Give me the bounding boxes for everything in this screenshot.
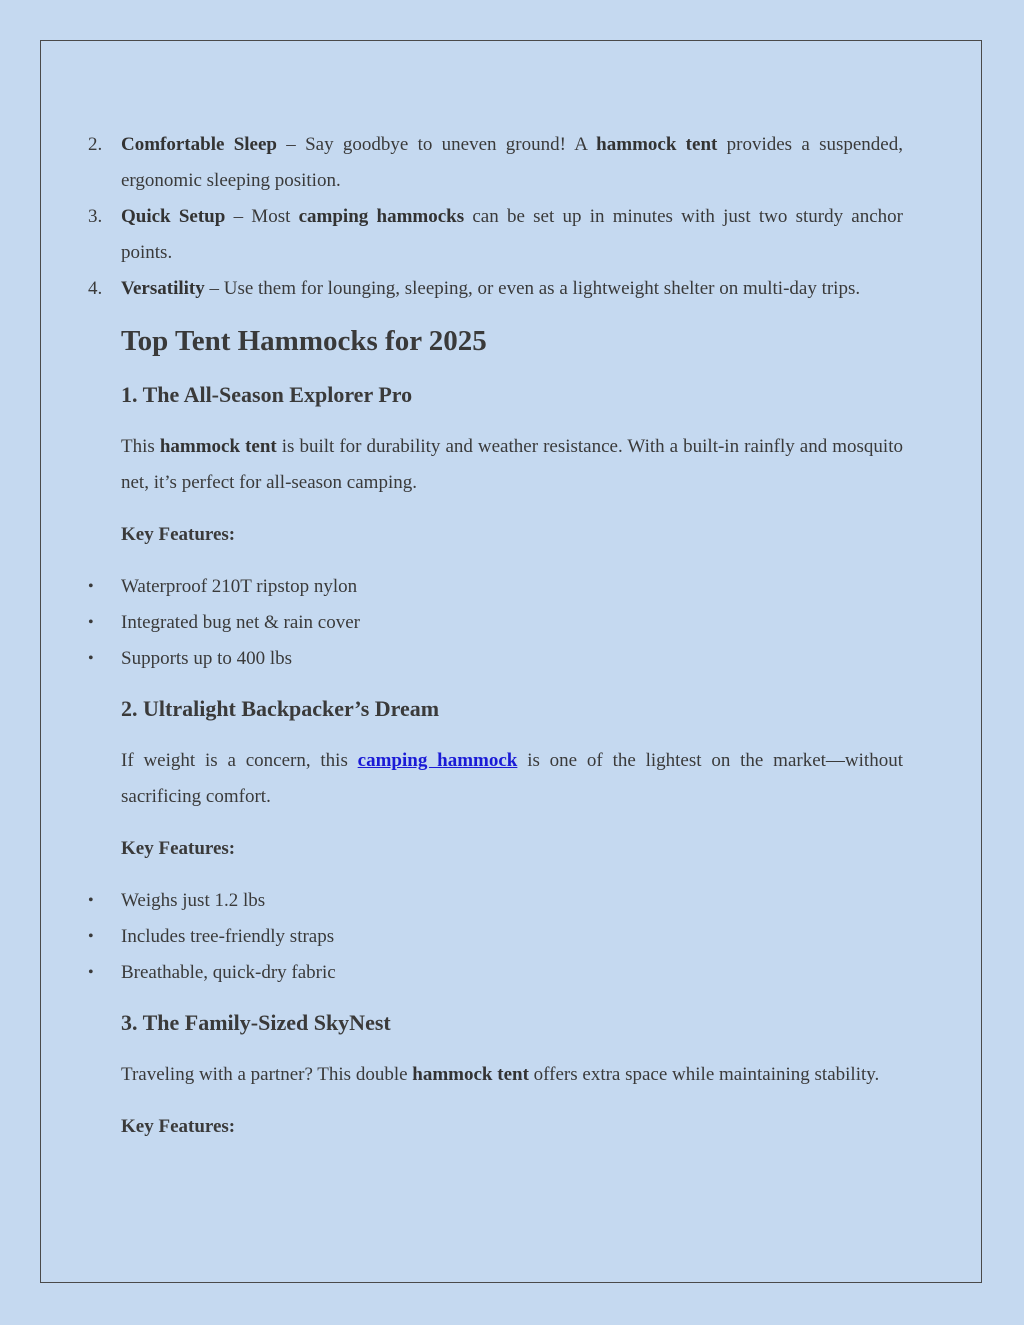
feature-text: Waterproof 210T ripstop nylon xyxy=(121,576,358,597)
features-list xyxy=(88,883,903,991)
item-text: can be set up in minutes with just two sturdy anchor points. xyxy=(121,206,903,263)
item-title: Comfortable Sleep xyxy=(121,134,277,155)
item-bold: camping hammocks xyxy=(298,206,465,227)
para-text: If weight is a concern, this xyxy=(121,750,358,771)
main-heading: Top Tent Hammocks for 2025 xyxy=(121,325,487,357)
bullet-icon: • xyxy=(88,578,94,595)
list-item xyxy=(88,919,903,955)
para-bold: hammock tent xyxy=(412,1064,529,1085)
list-number: 3. xyxy=(88,206,103,227)
item-text: provides a suspended, ergonomic sleeping position. xyxy=(121,134,903,191)
list-item xyxy=(88,641,903,677)
key-features-label: Key Features: xyxy=(121,838,236,859)
benefits-list xyxy=(88,127,903,307)
list-item xyxy=(88,271,903,307)
key-features-label: Key Features: xyxy=(121,524,236,545)
section-paragraph xyxy=(121,1057,903,1093)
item-title: Quick Setup xyxy=(121,206,226,227)
document-content xyxy=(88,127,903,1145)
key-features-label: Key Features: xyxy=(121,1116,236,1137)
item-text: – Most xyxy=(225,206,299,227)
para-text: is built for durability and weather resistance. With a built-in rainfly and mosquito net, it’s perfect for all-season camping. xyxy=(121,436,903,493)
list-item xyxy=(88,199,903,271)
list-number: 2. xyxy=(88,134,103,155)
item-text: – Say goodbye to uneven ground! A xyxy=(276,134,597,155)
feature-text: Breathable, quick-dry fabric xyxy=(121,962,336,983)
section-paragraph xyxy=(121,429,903,501)
section-heading: 1. The All-Season Explorer Pro xyxy=(121,382,413,407)
feature-text: Weighs just 1.2 lbs xyxy=(121,890,266,911)
para-text: This xyxy=(121,436,160,457)
feature-text: Integrated bug net & rain cover xyxy=(121,612,360,633)
para-text: is one of the lightest on the market—without sacrificing comfort. xyxy=(121,750,903,807)
section-heading: 3. The Family-Sized SkyNest xyxy=(121,1010,391,1035)
item-title: Versatility xyxy=(121,278,205,299)
list-number: 4. xyxy=(88,278,103,299)
camping-hammock-link[interactable]: camping hammock xyxy=(357,750,518,771)
features-list xyxy=(88,569,903,677)
item-bold: hammock tent xyxy=(596,134,718,155)
list-item xyxy=(88,883,903,919)
bullet-icon: • xyxy=(88,928,94,945)
para-text: Traveling with a partner? This double xyxy=(121,1064,413,1085)
item-text: – Use them for lounging, sleeping, or even as a lightweight shelter on multi-day trips. xyxy=(204,278,861,299)
list-item xyxy=(88,955,903,991)
list-item xyxy=(88,605,903,641)
section-heading: 2. Ultralight Backpacker’s Dream xyxy=(121,696,440,721)
para-text: offers extra space while maintaining stability. xyxy=(528,1064,880,1085)
section-paragraph xyxy=(121,743,903,815)
feature-text: Supports up to 400 lbs xyxy=(121,648,293,669)
feature-text: Includes tree-friendly straps xyxy=(121,926,335,947)
bullet-icon: • xyxy=(88,964,94,981)
bullet-icon: • xyxy=(88,614,94,631)
bullet-icon: • xyxy=(88,892,94,909)
para-bold: hammock tent xyxy=(159,436,277,457)
bullet-icon: • xyxy=(88,650,94,667)
list-item xyxy=(88,127,903,199)
list-item xyxy=(88,569,903,605)
